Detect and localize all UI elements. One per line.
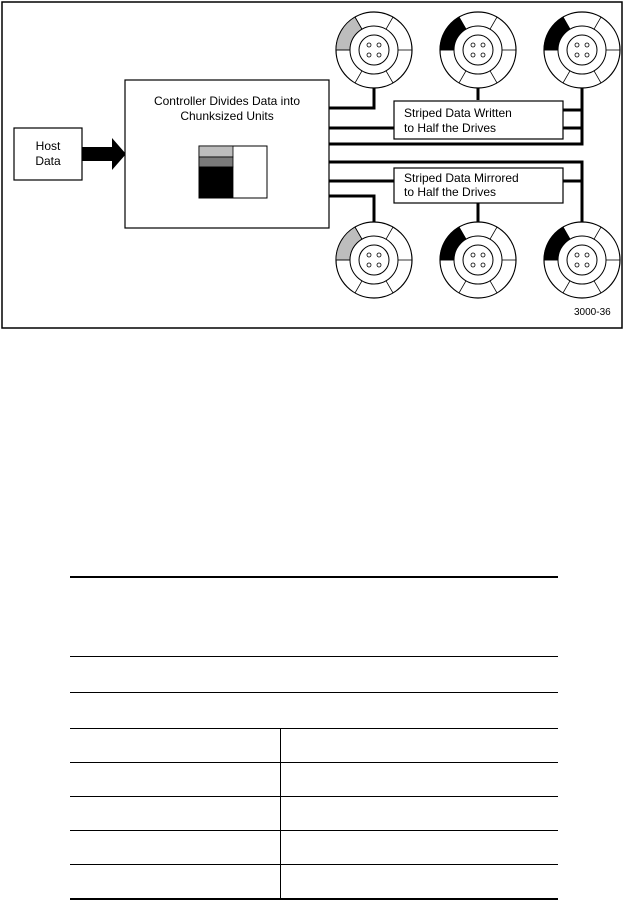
table-row-rule [70,796,558,797]
table-row-rule [70,830,558,831]
table-row-rule [70,728,558,729]
raid-mirror-stripe-diagram [0,0,632,332]
disk-drive-top-1-icon [336,12,412,88]
table-header-rule [70,656,558,657]
callout-striped-mirrored-line2: to Half the Drives [404,185,497,199]
disk-drive-bottom-3-icon [544,222,620,298]
disk-drive-bottom-2-icon [440,222,516,298]
callout-striped-written-line1: Striped Data Written [404,106,512,120]
table-row-rule [70,692,558,693]
table-row-rule [70,864,558,865]
chunk-units-graphic [199,146,267,198]
disk-drive-top-3-icon [544,12,620,88]
callout-striped-written-line2: to Half the Drives [404,121,497,135]
disk-drive-bottom-1-icon [336,222,412,298]
table-top-rule [70,576,558,578]
controller-label-line1: Controller Divides Data into [153,94,301,108]
disk-drive-top-2-icon [440,12,516,88]
host-data-label-line1: Host [35,139,61,153]
callout-striped-mirrored-line1: Striped Data Mirrored [404,171,519,185]
figure-number: 3000-36 [574,307,611,318]
host-data-label-line2: Data [35,154,61,168]
table-row-rule [70,762,558,763]
controller-label-line2: Chunksized Units [180,109,274,123]
table-column-divider [280,728,281,898]
